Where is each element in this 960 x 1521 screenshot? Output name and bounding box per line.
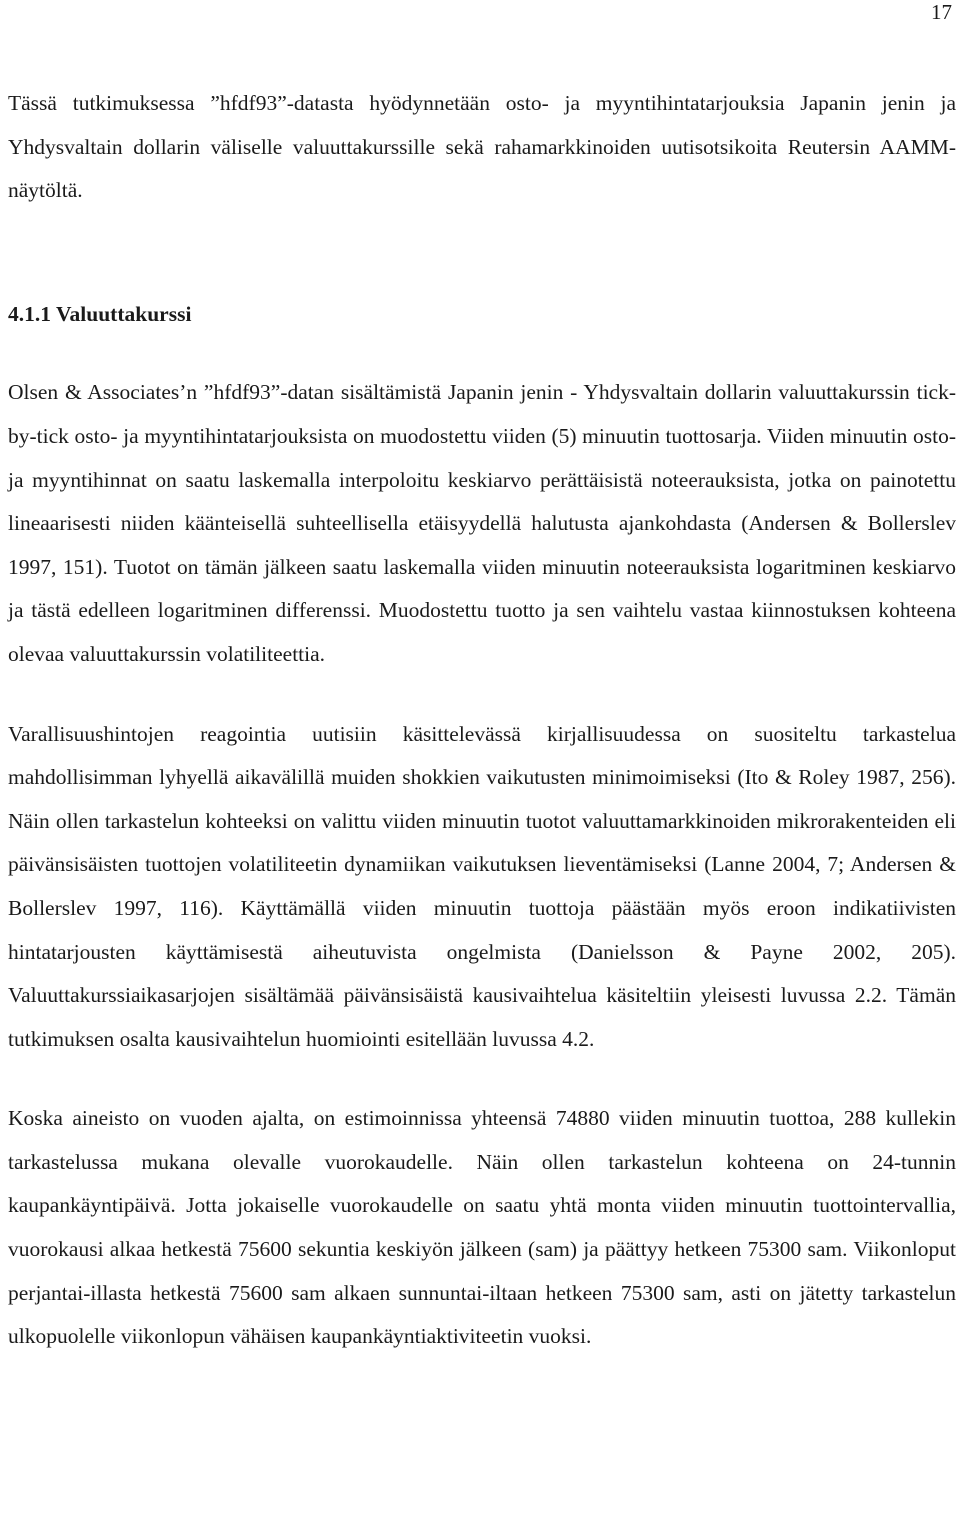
paragraph-sample: Koska aineisto on vuoden ajalta, on estimoinnissa yhteensä 74880 viiden minuutin tuottoa, 288 kullekin tarkastelussa mukana olevalle vuorokaudelle. Näin ollen tarkastelun kohteena on 24-tunnin kaupankäyntipäivä. Jotta jokaiselle vuorokaudelle on saatu yhtä monta viiden minuutin tuottointervallia, vuorokausi alkaa hetkestä 75600 sekuntia keskiyön jälkeen (sam) ja päättyy hetkeen 75300 sam. Viikonloput perjantai-illasta hetkestä 75600 sam alkaen sunnuntai-iltaan hetkeen 75300 sam, asti on jätetty tarkastelun ulkopuolelle viikonlopun vähäisen kaupankäyntiaktiviteetin vuoksi. <box>8 1106 956 1349</box>
paragraph-asset-prices: Varallisuushintojen reagointia uutisiin käsittelevässä kirjallisuudessa on suositeltu tarkastelua mahdollisimman lyhyellä aikavälillä muiden shokkien vaikutusten minimoimiseksi (Ito & Roley 1987, 256). Näin ollen tarkastelun kohteeksi on valittu viiden minuutin tuotot valuuttamarkkinoiden mikrorakenteiden eli päivänsisäisten tuottojen volatiliteetin dynamiikan vaikutuksen lieventämiseksi (Lanne 2004, 7; Andersen & Bollerslev 1997, 116). Käyttämällä viiden minuutin tuottoja päästään myös eroon indikatiivisten hintatarjousten käyttämisestä aiheutuvista ongelmista (Danielsson & Payne 2002, 205). Valuuttakurssiaikasarjojen sisältämää päivänsisäistä kausivaihtelua käsiteltiin yleisesti luvussa 2.2. Tämän tutkimuksen osalta kausivaihtelun huomiointi esitellään luvussa 4.2. <box>8 721 956 1051</box>
document-body <box>8 82 956 1359</box>
section-heading: 4.1.1 Valuuttakurssi <box>8 301 192 326</box>
paragraph-intro: Tässä tutkimuksessa ”hfdf93”-datasta hyödynnetään osto- ja myyntihintatarjouksia Japanin jenin ja Yhdysvaltain dollarin väliselle valuuttakurssille sekä rahamarkkinoiden uutisotsikoita Reutersin AAMM-näytöltä. <box>8 91 956 203</box>
page-number: 17 <box>931 0 952 24</box>
paragraph-exchange-rate: Olsen & Associates’n ”hfdf93”-datan sisältämistä Japanin jenin - Yhdysvaltain dollarin valuuttakurssin tick-by-tick osto- ja myyntihintatarjouksista on muodostettu viiden (5) minuutin tuottosarja. Viiden minuutin osto- ja myyntihinnat on saatu laskemalla interpoloitu keskiarvo perättäisistä noteerauksista, jotka on painotettu lineaarisesti niiden käänteisellä suhteellisella etäisyydellä halutusta ajankohdasta (Andersen & Bollerslev 1997, 151). Tuotot on tämän jälkeen saatu laskemalla viiden minuutin noteerauksista logaritminen keskiarvo ja tästä edelleen logaritminen differenssi. Muodostettu tuotto ja sen vaihtelu vastaa kiinnostuksen kohteena olevaa valuuttakurssin volatiliteettia. <box>8 380 956 666</box>
